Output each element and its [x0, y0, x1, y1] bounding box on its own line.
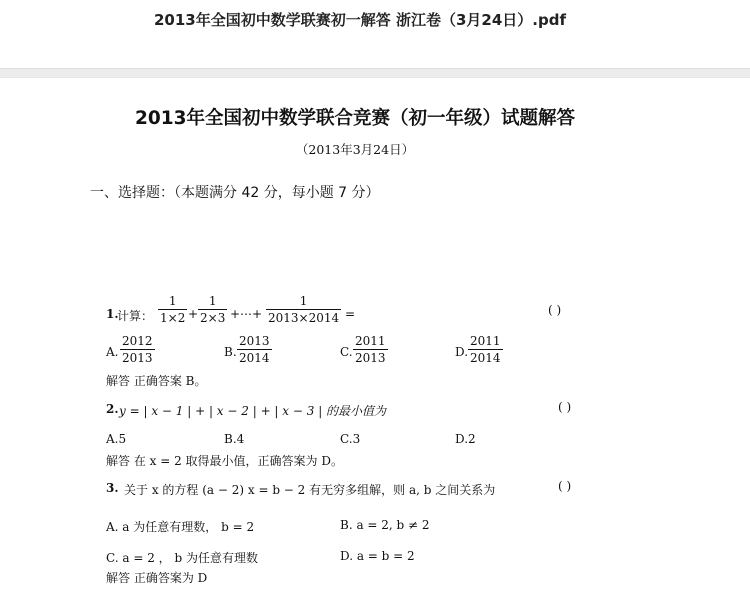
q1-answer-paren: ( ) — [548, 303, 562, 317]
q1-f2-denominator: 2×3 — [200, 311, 226, 325]
q1-ellipsis: +⋯+ — [230, 307, 263, 321]
q3-answer: 解答 正确答案为 D — [106, 571, 208, 585]
q3-number: 3. — [106, 481, 119, 495]
q1-f1-numerator: 1 — [158, 293, 187, 310]
q1-fraction-2 — [198, 293, 227, 326]
q2-optA: A.5 — [106, 432, 127, 446]
q1-optC-label: C. — [340, 345, 353, 359]
q1-answer: 解答 正确答案 B。 — [106, 374, 207, 388]
q2-answer: 解答 在 x = 2 取得最小值，正确答案为 D。 — [106, 454, 343, 468]
title-bar — [0, 0, 750, 68]
q3-answer-paren: ( ) — [558, 479, 572, 493]
q1-f1-denominator: 1×2 — [160, 311, 186, 325]
q1-optB-label: B. — [224, 345, 237, 359]
q2-number: 2. — [106, 402, 119, 416]
q1-optA-label: A. — [106, 345, 119, 359]
q1-optC-den: 2013 — [355, 351, 386, 365]
q2-answer-paren: ( ) — [558, 400, 572, 414]
q1-fraction-3 — [266, 293, 341, 326]
q2-optC: C.3 — [340, 432, 361, 446]
q1-fraction-1 — [158, 293, 187, 326]
q1-plus: + — [188, 307, 199, 321]
q1-optB-den: 2014 — [239, 351, 270, 365]
q2-optD: D.2 — [455, 432, 476, 446]
q3-optD: D. a = b = 2 — [340, 549, 415, 563]
section-heading-choice: 一、选择题：（本题满分 42 分，每小题 7 分） — [90, 185, 380, 201]
q1-optC-num: 2011 — [355, 334, 386, 348]
document-date: （2013年3月24日） — [295, 142, 415, 157]
q1-optA-den: 2013 — [122, 351, 153, 365]
q1-optB-num: 2013 — [239, 334, 270, 348]
q1-optD-num: 2011 — [470, 334, 501, 348]
q1-optA-fraction — [120, 333, 155, 366]
q1-optB-fraction — [237, 333, 272, 366]
q1-f3-numerator: 1 — [266, 293, 341, 310]
q2-optB: B.4 — [224, 432, 245, 446]
q1-optD-fraction — [468, 333, 503, 366]
q1-number: 1. — [106, 307, 119, 321]
document-title: 2013年全国初中数学联合竞赛（初一年级）试题解答 — [135, 108, 575, 129]
q1-optC-fraction — [353, 333, 388, 366]
document-file-title: 2013年全国初中数学联赛初一解答 浙江卷（3月24日）.pdf — [154, 11, 566, 29]
q1-f2-numerator: 1 — [198, 293, 227, 310]
q1-optD-label: D. — [455, 345, 469, 359]
q1-optA-num: 2012 — [122, 334, 153, 348]
q1-prefix: 计算： — [117, 309, 154, 323]
q1-equals: = — [345, 307, 356, 321]
q1-optD-den: 2014 — [470, 351, 501, 365]
toolbar-divider — [0, 68, 750, 78]
q3-optA: A. a 为任意有理数， b = 2 — [106, 520, 255, 534]
q3-optC: C. a = 2 ， b 为任意有理数 — [106, 551, 258, 565]
q3-text: 关于 x 的方程 (a − 2) x = b − 2 有无穷多组解，则 a, b 之间关系为 — [124, 483, 496, 497]
q2-text: y = | x − 1 | + | x − 2 | + | x − 3 | 的最小值为 — [119, 404, 387, 418]
q1-f3-denominator: 2013×2014 — [268, 311, 340, 325]
q3-optB: B. a = 2, b ≠ 2 — [340, 518, 430, 532]
